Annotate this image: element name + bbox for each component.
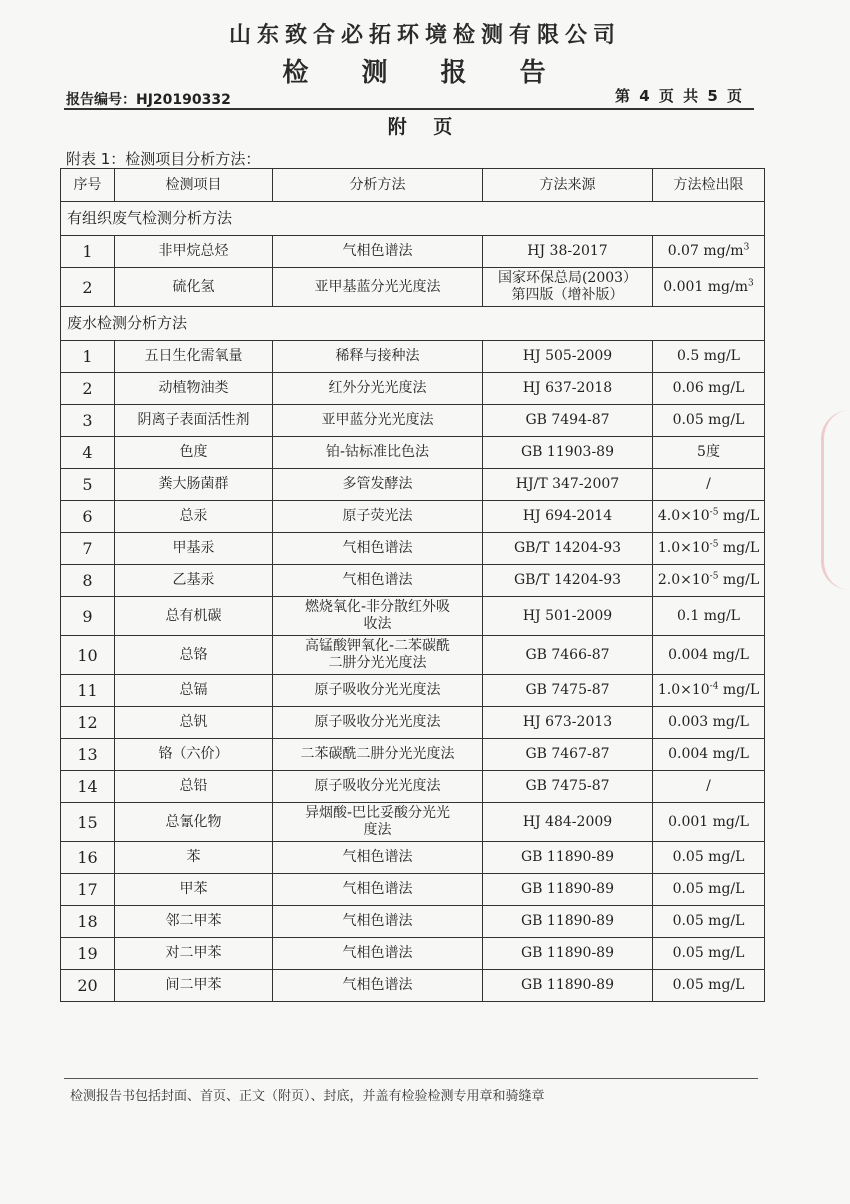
limit-value: 4.0×10 bbox=[657, 508, 710, 524]
analysis-method bbox=[273, 803, 483, 842]
analysis-method bbox=[273, 268, 483, 307]
row-number: 19 bbox=[61, 938, 115, 970]
table-row bbox=[61, 771, 765, 803]
method-source bbox=[483, 373, 653, 405]
detection-limit bbox=[653, 707, 765, 739]
analysis-method bbox=[273, 636, 483, 675]
table-row bbox=[61, 341, 765, 373]
table-row bbox=[61, 437, 765, 469]
limit-value: 0.05 mg/L bbox=[672, 977, 745, 993]
method-source bbox=[483, 405, 653, 437]
analysis-method bbox=[273, 236, 483, 268]
row-number: 6 bbox=[61, 501, 115, 533]
table-caption: 附表 1：检测项目分析方法： bbox=[66, 150, 261, 168]
analysis-method bbox=[273, 842, 483, 874]
analysis-method bbox=[273, 405, 483, 437]
method-line: 亚甲蓝分光光度法 bbox=[321, 412, 434, 428]
test-item: 间二甲苯 bbox=[115, 970, 273, 1002]
source-line: GB 11890-89 bbox=[520, 881, 614, 897]
method-line: 亚甲基蓝分光光度法 bbox=[314, 278, 441, 295]
method-source bbox=[483, 268, 653, 307]
row-number: 8 bbox=[61, 565, 115, 597]
method-source bbox=[483, 341, 653, 373]
test-item: 色度 bbox=[115, 437, 273, 469]
method-source bbox=[483, 707, 653, 739]
row-number: 15 bbox=[61, 803, 115, 842]
method-source bbox=[483, 437, 653, 469]
method-line: 二肼分光光度法 bbox=[328, 655, 427, 671]
row-number: 1 bbox=[61, 341, 115, 373]
limit-value: 5度 bbox=[697, 444, 720, 460]
row-number: 20 bbox=[61, 970, 115, 1002]
source-line: GB/T 14204-93 bbox=[513, 572, 622, 588]
analysis-method bbox=[273, 597, 483, 636]
seal-edge-mark bbox=[821, 410, 850, 590]
analysis-method bbox=[273, 565, 483, 597]
method-source bbox=[483, 739, 653, 771]
table-row bbox=[61, 565, 765, 597]
detection-limit bbox=[653, 636, 765, 675]
limit-value: 0.06 mg/L bbox=[672, 380, 745, 396]
source-line: GB 7475-87 bbox=[525, 778, 610, 794]
analysis-method bbox=[273, 938, 483, 970]
detection-limit bbox=[653, 842, 765, 874]
methods-table bbox=[60, 168, 765, 1002]
table-row bbox=[61, 906, 765, 938]
section-title: 废水检测分析方法 bbox=[61, 307, 765, 341]
method-line: 二苯碳酰二肼分光光度法 bbox=[300, 746, 455, 762]
table-row bbox=[61, 842, 765, 874]
row-number: 18 bbox=[61, 906, 115, 938]
report-title: 检 测 报 告 bbox=[282, 58, 568, 88]
test-item: 五日生化需氧量 bbox=[115, 341, 273, 373]
source-line: 第四版（增补版） bbox=[511, 287, 624, 303]
method-line: 燃烧氧化-非分散红外吸 bbox=[304, 599, 451, 615]
method-line: 气相色谱法 bbox=[342, 572, 413, 588]
row-number: 1 bbox=[61, 236, 115, 268]
method-line: 稀释与接种法 bbox=[335, 348, 420, 364]
row-number: 13 bbox=[61, 739, 115, 771]
test-item: 铬（六价） bbox=[115, 739, 273, 771]
detection-limit bbox=[653, 373, 765, 405]
method-source bbox=[483, 501, 653, 533]
table-row bbox=[61, 874, 765, 906]
source-line: HJ 38-2017 bbox=[527, 243, 608, 259]
source-line: HJ 694-2014 bbox=[522, 508, 613, 524]
method-source bbox=[483, 906, 653, 938]
source-line: HJ 673-2013 bbox=[522, 714, 613, 730]
method-source bbox=[483, 803, 653, 842]
detection-limit bbox=[653, 803, 765, 842]
row-number: 3 bbox=[61, 405, 115, 437]
table-row bbox=[61, 675, 765, 707]
method-source bbox=[483, 970, 653, 1002]
source-line: GB 11890-89 bbox=[520, 913, 614, 929]
section-row bbox=[61, 307, 765, 341]
method-source bbox=[483, 771, 653, 803]
detection-limit bbox=[653, 565, 765, 597]
row-number: 16 bbox=[61, 842, 115, 874]
limit-unit: mg/L bbox=[718, 508, 760, 524]
method-source bbox=[483, 236, 653, 268]
method-line: 气相色谱法 bbox=[342, 849, 413, 865]
limit-value: 1.0×10 bbox=[657, 682, 710, 698]
source-line: GB 11890-89 bbox=[520, 945, 614, 961]
limit-value: 2.0×10 bbox=[657, 572, 710, 588]
limit-unit: mg/L bbox=[718, 540, 760, 556]
test-item: 总铬 bbox=[115, 636, 273, 675]
source-line: GB 11890-89 bbox=[520, 977, 614, 993]
table-row bbox=[61, 373, 765, 405]
table-row bbox=[61, 636, 765, 675]
method-line: 高锰酸钾氧化-二苯碳酰 bbox=[304, 638, 451, 654]
row-number: 10 bbox=[61, 636, 115, 675]
method-source bbox=[483, 675, 653, 707]
section-row bbox=[61, 202, 765, 236]
company-name: 山东致合必拓环境检测有限公司 bbox=[228, 23, 621, 48]
limit-value: 0.003 mg/L bbox=[668, 714, 749, 730]
column-header: 方法检出限 bbox=[653, 169, 765, 202]
detection-limit bbox=[653, 771, 765, 803]
test-item: 苯 bbox=[115, 842, 273, 874]
table-row bbox=[61, 236, 765, 268]
test-item: 动植物油类 bbox=[115, 373, 273, 405]
limit-value: / bbox=[706, 778, 711, 794]
detection-limit bbox=[653, 597, 765, 636]
detection-limit bbox=[653, 970, 765, 1002]
method-line: 收法 bbox=[363, 616, 392, 632]
detection-limit bbox=[653, 533, 765, 565]
method-line: 铂-钴标准比色法 bbox=[325, 444, 430, 460]
source-line: HJ 637-2018 bbox=[522, 380, 613, 396]
method-source bbox=[483, 938, 653, 970]
detection-limit bbox=[653, 906, 765, 938]
source-line: GB 11890-89 bbox=[520, 849, 614, 865]
limit-value: 1.0×10 bbox=[657, 540, 710, 556]
analysis-method bbox=[273, 675, 483, 707]
analysis-method bbox=[273, 707, 483, 739]
page-indicator: 第 4 页 共 5 页 bbox=[615, 87, 744, 105]
limit-value: 0.001 mg/m bbox=[663, 278, 749, 295]
footer-note: 检测报告书包括封面、首页、正文（附页）、封底，并盖有检验检测专用章和骑缝章 bbox=[70, 1089, 545, 1104]
method-line: 度法 bbox=[363, 822, 392, 838]
detection-limit bbox=[653, 874, 765, 906]
source-line: HJ 501-2009 bbox=[522, 607, 613, 624]
limit-unit: mg/L bbox=[718, 682, 760, 698]
header-divider bbox=[64, 108, 754, 110]
limit-value: 0.05 mg/L bbox=[672, 881, 745, 897]
row-number: 2 bbox=[61, 373, 115, 405]
method-source bbox=[483, 842, 653, 874]
test-item: 总钒 bbox=[115, 707, 273, 739]
limit-exponent: -5 bbox=[709, 539, 719, 550]
row-number: 11 bbox=[61, 675, 115, 707]
column-header: 方法来源 bbox=[483, 169, 653, 202]
detection-limit bbox=[653, 405, 765, 437]
method-line: 气相色谱法 bbox=[342, 243, 413, 259]
method-line: 气相色谱法 bbox=[342, 977, 413, 993]
method-line: 气相色谱法 bbox=[342, 945, 413, 961]
appendix-title: 附 页 bbox=[387, 116, 463, 138]
limit-value: / bbox=[706, 476, 711, 492]
method-line: 气相色谱法 bbox=[342, 881, 413, 897]
limit-value: 0.5 mg/L bbox=[677, 348, 740, 364]
limit-exponent: -5 bbox=[709, 571, 719, 582]
table-row bbox=[61, 803, 765, 842]
test-item: 邻二甲苯 bbox=[115, 906, 273, 938]
analysis-method bbox=[273, 874, 483, 906]
limit-exponent: 3 bbox=[748, 277, 754, 288]
method-line: 多管发酵法 bbox=[342, 476, 413, 492]
test-item: 甲基汞 bbox=[115, 533, 273, 565]
detection-limit bbox=[653, 236, 765, 268]
method-source bbox=[483, 636, 653, 675]
method-source bbox=[483, 533, 653, 565]
analysis-method bbox=[273, 437, 483, 469]
test-item: 对二甲苯 bbox=[115, 938, 273, 970]
table-row bbox=[61, 970, 765, 1002]
table-row bbox=[61, 533, 765, 565]
limit-value: 0.004 mg/L bbox=[668, 646, 749, 663]
row-number: 9 bbox=[61, 597, 115, 636]
analysis-method bbox=[273, 373, 483, 405]
analysis-method bbox=[273, 501, 483, 533]
limit-exponent: 3 bbox=[743, 242, 750, 253]
analysis-method bbox=[273, 469, 483, 501]
detection-limit bbox=[653, 268, 765, 307]
test-item: 总氰化物 bbox=[115, 803, 273, 842]
method-line: 气相色谱法 bbox=[342, 913, 413, 929]
table-row bbox=[61, 707, 765, 739]
test-item: 总镉 bbox=[115, 675, 273, 707]
limit-value: 0.001 mg/L bbox=[668, 813, 749, 830]
analysis-method bbox=[273, 739, 483, 771]
detection-limit bbox=[653, 437, 765, 469]
row-number: 14 bbox=[61, 771, 115, 803]
row-number: 12 bbox=[61, 707, 115, 739]
table-row bbox=[61, 469, 765, 501]
table-row bbox=[61, 268, 765, 307]
test-item: 粪大肠菌群 bbox=[115, 469, 273, 501]
limit-exponent: -5 bbox=[709, 507, 719, 518]
method-source bbox=[483, 874, 653, 906]
row-number: 4 bbox=[61, 437, 115, 469]
analysis-method bbox=[273, 771, 483, 803]
footer-divider bbox=[64, 1078, 758, 1079]
source-line: GB 7466-87 bbox=[525, 646, 610, 663]
report-number: 报告编号：HJ20190332 bbox=[66, 92, 231, 108]
method-line: 异烟酸-巴比妥酸分光光 bbox=[304, 805, 451, 821]
table-row bbox=[61, 501, 765, 533]
limit-unit: mg/L bbox=[718, 572, 760, 588]
detection-limit bbox=[653, 341, 765, 373]
method-source bbox=[483, 565, 653, 597]
detection-limit bbox=[653, 739, 765, 771]
source-line: 国家环保总局(2003） bbox=[497, 270, 638, 286]
method-line: 原子吸收分光光度法 bbox=[314, 714, 441, 730]
limit-value: 0.07 mg/m bbox=[667, 243, 744, 259]
analysis-method bbox=[273, 533, 483, 565]
method-source bbox=[483, 597, 653, 636]
source-line: HJ 505-2009 bbox=[522, 348, 613, 364]
method-line: 气相色谱法 bbox=[342, 540, 413, 556]
test-item: 阴离子表面活性剂 bbox=[115, 405, 273, 437]
source-line: GB 11903-89 bbox=[520, 444, 614, 460]
limit-value: 0.05 mg/L bbox=[672, 412, 745, 428]
test-item: 硫化氢 bbox=[115, 268, 273, 307]
limit-value: 0.05 mg/L bbox=[672, 849, 745, 865]
source-line: GB 7467-87 bbox=[525, 746, 610, 762]
limit-value: 0.05 mg/L bbox=[672, 945, 745, 961]
source-line: GB 7494-87 bbox=[525, 412, 610, 428]
method-source bbox=[483, 469, 653, 501]
detection-limit bbox=[653, 938, 765, 970]
column-header: 检测项目 bbox=[115, 169, 273, 202]
method-line: 原子吸收分光光度法 bbox=[314, 682, 441, 698]
method-line: 红外分光光度法 bbox=[328, 380, 427, 396]
source-line: GB/T 14204-93 bbox=[513, 540, 622, 556]
detection-limit bbox=[653, 469, 765, 501]
limit-exponent: -4 bbox=[709, 681, 719, 692]
column-header: 序号 bbox=[61, 169, 115, 202]
test-item: 非甲烷总烃 bbox=[115, 236, 273, 268]
table-row bbox=[61, 938, 765, 970]
analysis-method bbox=[273, 970, 483, 1002]
test-item: 乙基汞 bbox=[115, 565, 273, 597]
detection-limit bbox=[653, 501, 765, 533]
table-row bbox=[61, 739, 765, 771]
analysis-method bbox=[273, 906, 483, 938]
column-header: 分析方法 bbox=[273, 169, 483, 202]
method-line: 原子吸收分光光度法 bbox=[314, 778, 441, 794]
source-line: GB 7475-87 bbox=[525, 682, 610, 698]
test-item: 总有机碳 bbox=[115, 597, 273, 636]
row-number: 17 bbox=[61, 874, 115, 906]
row-number: 2 bbox=[61, 268, 115, 307]
limit-value: 0.1 mg/L bbox=[677, 607, 740, 624]
source-line: HJ/T 347-2007 bbox=[515, 476, 620, 492]
test-item: 总铅 bbox=[115, 771, 273, 803]
source-line: HJ 484-2009 bbox=[522, 813, 613, 830]
table-header-row bbox=[61, 169, 765, 202]
method-line: 原子荧光法 bbox=[342, 508, 413, 524]
table-body bbox=[61, 202, 765, 1002]
limit-value: 0.004 mg/L bbox=[668, 746, 749, 762]
detection-limit bbox=[653, 675, 765, 707]
table-row bbox=[61, 597, 765, 636]
limit-value: 0.05 mg/L bbox=[672, 913, 745, 929]
analysis-method bbox=[273, 341, 483, 373]
section-title: 有组织废气检测分析方法 bbox=[61, 202, 765, 236]
test-item: 总汞 bbox=[115, 501, 273, 533]
test-item: 甲苯 bbox=[115, 874, 273, 906]
row-number: 5 bbox=[61, 469, 115, 501]
table-row bbox=[61, 405, 765, 437]
row-number: 7 bbox=[61, 533, 115, 565]
